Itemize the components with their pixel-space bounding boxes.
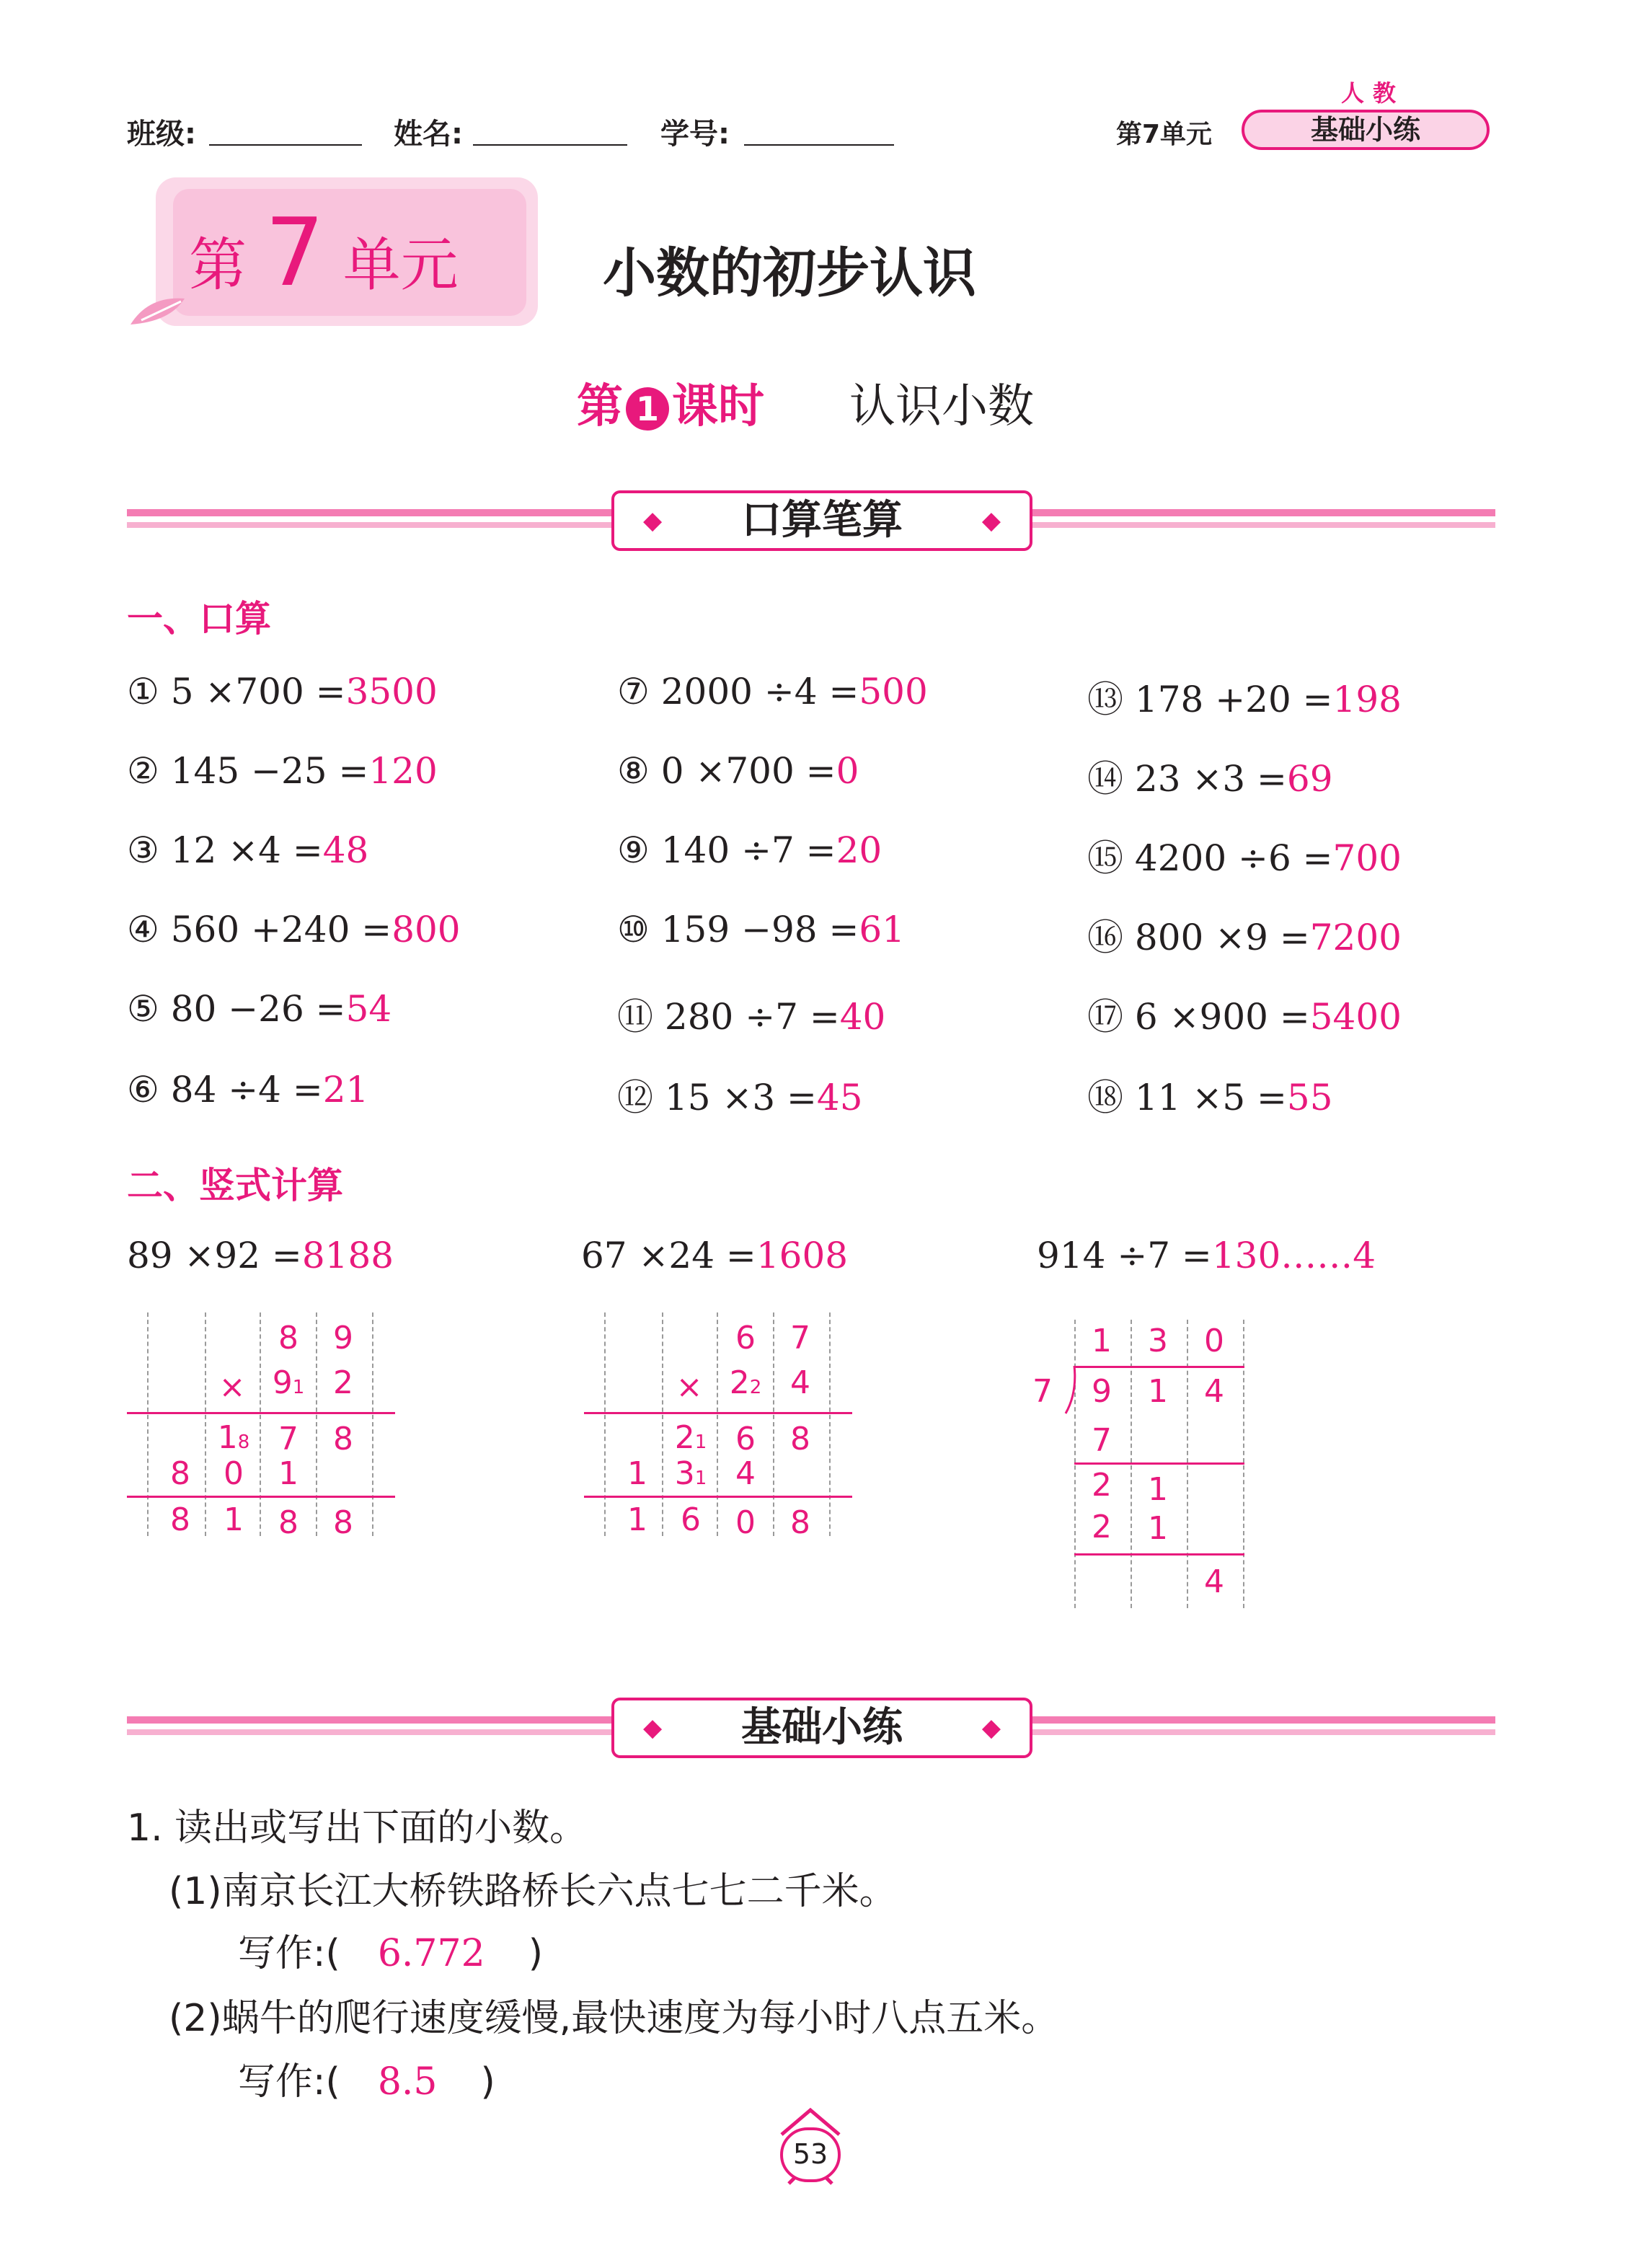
oral-item: ④ 560 +240 =800 <box>127 909 461 950</box>
name-blank[interactable] <box>473 144 627 146</box>
unit-banner-text <box>189 189 459 329</box>
exercise-1-1-answer-line: 写作:( 6.772 ) <box>238 1932 543 1975</box>
diamond-icon: ◆ <box>643 506 663 535</box>
page-number: 53 <box>780 2127 841 2182</box>
name-label: 姓名: <box>394 118 463 151</box>
oral-item: ③ 12 ×4 =48 <box>127 829 369 871</box>
vertical-calc-3: 1 3 0 7 9 1 4 7 2 1 2 1 4 <box>1031 1320 1262 1615</box>
lesson-heading <box>577 369 764 436</box>
lesson-name: 认识小数 <box>849 380 1034 433</box>
leaf-icon <box>127 288 192 332</box>
oral-item: ⑫ 15 ×3 =45 <box>617 1077 863 1118</box>
section-title-2: 基础小练 <box>741 1704 903 1751</box>
oral-item: ⑯ 800 ×9 =7200 <box>1087 917 1402 958</box>
brand-text: 基础小练 <box>1310 114 1420 146</box>
banner-prefix: 第 <box>189 231 247 299</box>
id-label: 学号: <box>660 118 730 151</box>
oral-item: ⑨ 140 ÷7 =20 <box>617 829 882 871</box>
oral-item: ① 5 ×700 =3500 <box>127 671 438 712</box>
diamond-icon: ◆ <box>981 506 1001 535</box>
exercise-1-2-answer-line: 写作:( 8.5 ) <box>238 2060 495 2104</box>
lesson-number-badge: 1 <box>626 387 669 431</box>
header-unit: 第7单元 <box>1116 120 1213 149</box>
oral-item: ⑭ 23 ×3 =69 <box>1087 758 1333 800</box>
oral-item: ⑩ 159 −98 =61 <box>617 909 905 950</box>
written-item: 67 ×24 =1608 <box>581 1235 849 1276</box>
unit-title: 小数的初步认识 <box>603 242 976 304</box>
oral-item: ⑬ 178 +20 =198 <box>1087 679 1402 720</box>
banner-number: 7 <box>265 198 325 307</box>
section-title-box-1 <box>611 490 1032 551</box>
oral-item: ⑪ 280 ÷7 =40 <box>617 996 886 1038</box>
oral-item: ⑤ 80 −26 =54 <box>127 988 392 1030</box>
answer-value[interactable]: 8.5 <box>377 2060 438 2104</box>
class-label: 班级: <box>127 118 196 151</box>
oral-item: ⑧ 0 ×700 =0 <box>617 750 859 792</box>
section-title-box-2 <box>611 1698 1032 1758</box>
exercise-1-prompt: 1. 读出或写出下面的小数。 <box>127 1806 588 1850</box>
oral-item: ⑱ 11 ×5 =55 <box>1087 1077 1333 1118</box>
part1-title: 一、口算 <box>127 598 271 640</box>
exercise-1-2-prompt: (2)蜗牛的爬行速度缓慢,最快速度为每小时八点五米。 <box>169 1997 1059 2040</box>
lesson-suffix: 课时 <box>672 380 764 433</box>
diamond-icon: ◆ <box>981 1713 1001 1742</box>
diamond-icon: ◆ <box>643 1713 663 1742</box>
part2-title: 二、竖式计算 <box>127 1165 343 1206</box>
brand-publisher: 人教 <box>1341 79 1405 107</box>
written-item: 914 ÷7 =130……4 <box>1037 1235 1376 1276</box>
answer-value[interactable]: 6.772 <box>377 1932 485 1975</box>
exercise-1-1-prompt: (1)南京长江大桥铁路桥长六点七七二千米。 <box>169 1870 897 1913</box>
written-item: 89 ×92 =8188 <box>127 1235 394 1276</box>
oral-item: ⑰ 6 ×900 =5400 <box>1087 996 1402 1038</box>
vertical-calc-1: 8 9 × 91 2 18 7 8 8 0 1 8 1 8 8 <box>127 1312 401 1543</box>
section-title-1: 口算笔算 <box>741 497 903 544</box>
brand-badge <box>1242 110 1490 150</box>
id-blank[interactable] <box>744 144 894 146</box>
oral-item: ⑮ 4200 ÷6 =700 <box>1087 837 1402 879</box>
vertical-calc-2: 6 7 × 22 4 21 6 8 1 31 4 1 6 0 8 <box>584 1312 858 1543</box>
oral-item: ⑦ 2000 ÷4 =500 <box>617 671 928 712</box>
oral-item: ② 145 −25 =120 <box>127 750 438 792</box>
banner-suffix: 单元 <box>342 231 459 299</box>
oral-item: ⑥ 84 ÷4 =21 <box>127 1069 369 1111</box>
class-blank[interactable] <box>209 144 362 146</box>
lesson-prefix: 第 <box>577 380 623 433</box>
